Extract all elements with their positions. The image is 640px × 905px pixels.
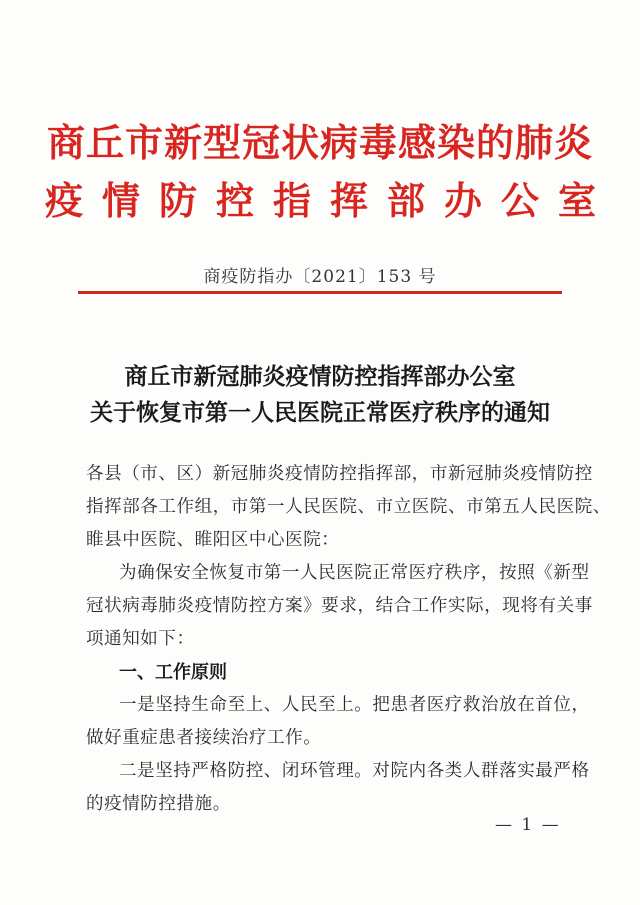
addressee-line: 各县（市、区）新冠肺炎疫情防控指挥部，市新冠肺炎疫情防控	[86, 464, 593, 484]
issuer-header-line-1: 商丘市新型冠状病毒感染的肺炎	[46, 121, 593, 165]
principle-two-line: 二是坚持严格防控、闭环管理。对院内各类人群落实最严格	[119, 761, 590, 781]
notice-title-line-1: 商丘市新冠肺炎疫情防控指挥部办公室	[124, 363, 516, 390]
intro-paragraph-line: 为确保安全恢复市第一人民医院正常医疗秩序，按照《新型	[119, 563, 590, 583]
document-number: 商疫防指办〔2021〕153 号	[203, 267, 437, 287]
principle-one-line: 一是坚持生命至上、人民至上。把患者医疗救治放在首位，	[119, 695, 590, 715]
section-heading-work-principles: 一、工作原则	[119, 662, 227, 683]
intro-paragraph-line: 冠状病毒肺炎疫情防控方案》要求，结合工作实际，现将有关事	[86, 596, 593, 616]
page-number: — 1 —	[495, 815, 561, 835]
red-divider-line	[78, 291, 562, 294]
issuer-header-line-2: 疫情防控指挥部办公室	[44, 179, 615, 223]
intro-paragraph-line: 项通知如下：	[86, 629, 195, 649]
notice-title-line-2: 关于恢复市第一人民医院正常医疗秩序的通知	[90, 399, 550, 426]
principle-two-line: 的疫情防控措施。	[86, 794, 231, 814]
addressee-line: 指挥部各工作组，市第一人民医院、市立医院、市第五人民医院、	[86, 497, 611, 517]
addressee-line: 睢县中医院、睢阳区中心医院：	[86, 530, 340, 550]
principle-one-line: 做好重症患者接续治疗工作。	[86, 728, 322, 748]
